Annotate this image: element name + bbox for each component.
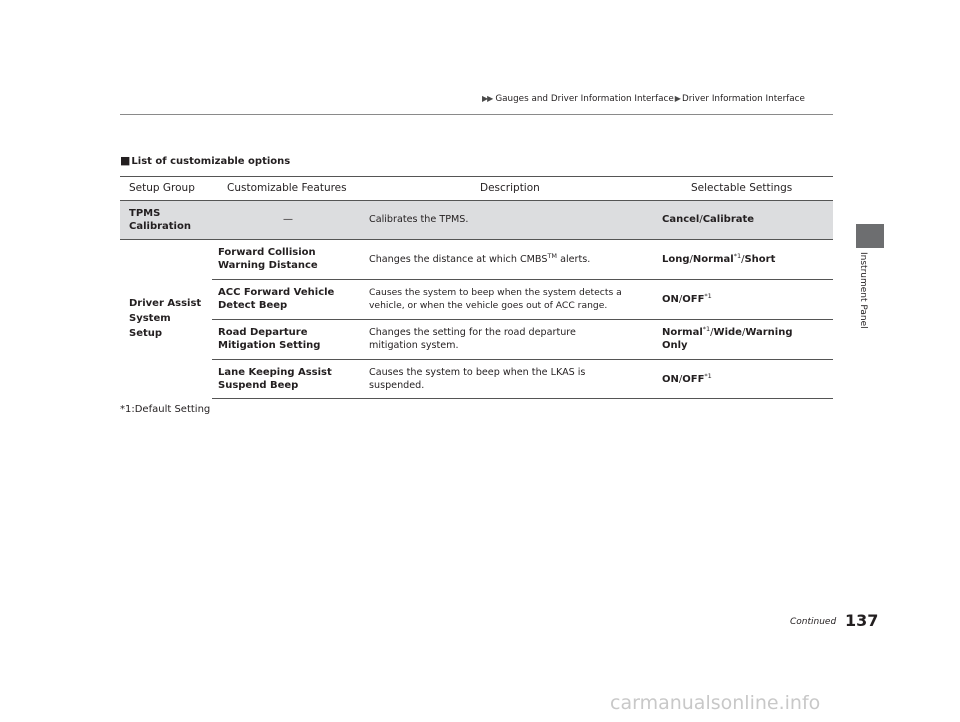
header-setup-group: Setup Group: [129, 182, 195, 194]
feature-line-2: Warning Distance: [218, 260, 318, 271]
chapter-tab-marker: [856, 224, 884, 248]
feature-line-1: ACC Forward Vehicle: [218, 287, 335, 298]
description-text: Changes the distance at which CMBS: [369, 254, 548, 265]
breadcrumb-separator-icon: ▶: [674, 94, 681, 103]
default-marker: *1: [702, 325, 711, 333]
tpms-group-cell: [129, 207, 191, 233]
setting-wide: Wide: [713, 327, 742, 338]
settings-separator: /: [741, 254, 745, 265]
feature-line-2: Mitigation Setting: [218, 340, 321, 351]
feature-line-1: Forward Collision: [218, 247, 316, 258]
table-row-acc-beep: [212, 280, 833, 320]
settings-lane-keeping: [662, 373, 712, 386]
description-tail: alerts.: [557, 254, 591, 265]
driver-assist-group-cell: [129, 296, 201, 341]
default-marker: *1: [704, 372, 712, 380]
feature-line-1: Lane Keeping Assist: [218, 367, 332, 378]
driver-assist-line-2: System: [129, 313, 171, 324]
feature-acc-beep: [218, 286, 334, 312]
settings-forward-collision: [662, 253, 775, 266]
table-row-forward-collision: [212, 240, 833, 280]
page-number: 137: [845, 611, 879, 630]
description-line-1: Changes the setting for the road departure: [369, 327, 576, 338]
setting-off: OFF: [682, 374, 705, 385]
driver-assist-line-1: Driver Assist: [129, 298, 202, 309]
table-header-row: [120, 176, 833, 201]
header-selectable-settings: Selectable Settings: [691, 182, 793, 194]
tpms-group-line-2: Calibration: [129, 221, 191, 232]
description-acc-beep: [369, 286, 622, 312]
settings-separator: /: [689, 254, 693, 265]
default-marker: *1: [704, 292, 712, 300]
setting-normal: Normal: [692, 254, 734, 265]
settings-acc-beep: [662, 293, 712, 306]
setting-long: Long: [662, 254, 690, 265]
setting-warning-only-line-2: Only: [662, 340, 688, 351]
section-heading: [120, 154, 290, 167]
setting-normal: Normal: [662, 327, 703, 338]
breadcrumb: [482, 94, 805, 104]
driver-assist-line-3: Setup: [129, 328, 163, 339]
header-description: Description: [480, 182, 540, 194]
tpms-settings-cell: [662, 213, 754, 226]
feature-lane-keeping: [218, 366, 332, 392]
trademark-mark: TM: [547, 252, 558, 260]
header-divider: [120, 114, 833, 115]
header-customizable-features: Customizable Features: [227, 182, 347, 194]
driver-assist-group: [120, 240, 833, 397]
description-line-2: vehicle, or when the vehicle goes out of ACC range.: [369, 300, 608, 311]
feature-forward-collision: [218, 246, 318, 272]
settings-road-departure: [662, 326, 793, 352]
watermark: carmanualsonline.info: [610, 692, 821, 714]
description-line-2: mitigation system.: [369, 340, 459, 351]
breadcrumb-arrows-icon: ▶▶: [482, 94, 493, 103]
description-lane-keeping: [369, 366, 585, 392]
breadcrumb-part-1[interactable]: Gauges and Driver Information Interface: [495, 94, 674, 104]
driver-assist-sub-rows: [212, 240, 833, 399]
settings-separator: /: [710, 327, 714, 338]
setting-short: Short: [744, 254, 776, 265]
square-bullet-icon: ■: [120, 154, 131, 167]
settings-separator: /: [699, 214, 703, 225]
table-row-lane-keeping: [212, 360, 833, 399]
tpms-description-cell: Calibrates the TPMS.: [369, 214, 469, 225]
description-forward-collision: [369, 253, 590, 266]
feature-line-2: Detect Beep: [218, 300, 288, 311]
chapter-tab-label: Instrument Panel: [858, 252, 868, 329]
table-row-tpms: [120, 201, 833, 240]
continued-label: Continued: [790, 617, 837, 627]
setting-on: ON: [662, 374, 679, 385]
description-road-departure: [369, 326, 576, 352]
customizable-options-table: [120, 176, 833, 397]
description-line-2: suspended.: [369, 380, 425, 391]
breadcrumb-part-2[interactable]: Driver Information Interface: [681, 94, 805, 104]
settings-separator: /: [678, 374, 683, 385]
table-row-road-departure: [212, 320, 833, 360]
default-setting-footnote: *1:Default Setting: [120, 404, 211, 415]
feature-road-departure: [218, 326, 320, 352]
setting-cancel: Cancel: [662, 214, 700, 225]
description-line-1: Causes the system to beep when the LKAS is: [369, 367, 586, 378]
feature-line-2: Suspend Beep: [218, 380, 299, 391]
description-line-1: Causes the system to beep when the system detects a: [369, 287, 622, 298]
setting-calibrate: Calibrate: [702, 214, 755, 225]
settings-separator: /: [678, 294, 683, 305]
tpms-feature-cell: —: [283, 214, 293, 225]
setting-on: ON: [662, 294, 679, 305]
settings-separator: /: [741, 327, 746, 338]
setting-off: OFF: [682, 294, 705, 305]
setting-warning: Warning: [745, 327, 793, 338]
feature-line-1: Road Departure: [218, 327, 308, 338]
section-heading-text: List of customizable options: [131, 156, 291, 167]
tpms-group-line-1: TPMS: [129, 208, 161, 219]
default-marker: *1: [733, 252, 742, 260]
